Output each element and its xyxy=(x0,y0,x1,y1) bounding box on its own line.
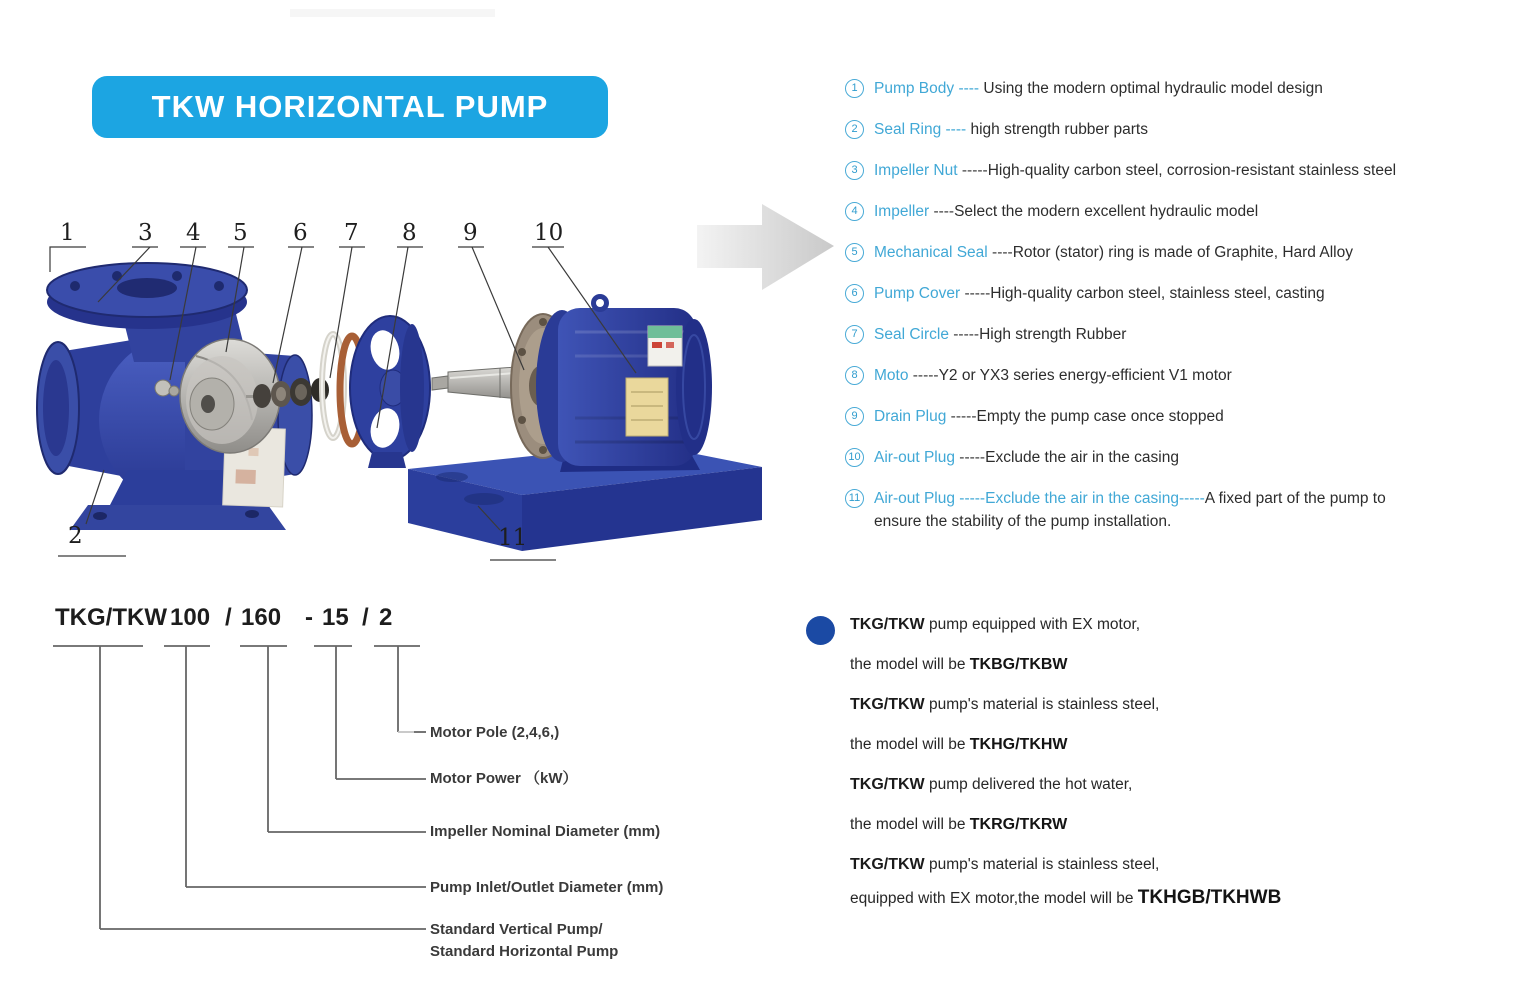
note-line xyxy=(850,612,1500,637)
item-number-badge: 1 xyxy=(845,79,864,98)
item-number-badge: 7 xyxy=(845,325,864,344)
part-separator: ---- xyxy=(929,203,955,220)
pump-cover-art xyxy=(340,316,430,468)
parts-list-item xyxy=(845,240,1510,265)
parts-list-item xyxy=(845,158,1510,183)
model-code-label: Standard Horizontal Pump xyxy=(430,943,619,960)
item-number-badge: 10 xyxy=(845,448,864,467)
model-code-segment: - xyxy=(305,604,313,631)
note-model-name: TKRG/TKRW xyxy=(969,816,1068,833)
model-code-segment: TKG/TKW xyxy=(55,604,167,631)
parts-list-item xyxy=(845,404,1510,429)
arrow-right-icon xyxy=(697,204,834,290)
part-name: Drain Plug xyxy=(874,408,947,425)
note-text: pump's material is stainless steel, xyxy=(924,696,1160,713)
item-text xyxy=(874,117,1148,142)
note-model-prefix: TKG/TKW xyxy=(850,696,925,713)
callout-number-10: 10 xyxy=(534,220,564,246)
item-number-badge: 9 xyxy=(845,407,864,426)
part-name: Impeller xyxy=(874,203,930,220)
item-text xyxy=(874,240,1353,265)
model-code-label: Impeller Nominal Diameter (mm) xyxy=(430,823,661,840)
model-code-segment: / xyxy=(225,604,232,631)
part-description: Rotor (stator) ring is made of Graphite, Hard Alloy xyxy=(1012,244,1353,261)
note-text: the model will be xyxy=(850,656,970,673)
part-description: High-quality carbon steel, corrosion-resistant stainless steel xyxy=(987,162,1397,179)
model-code-segment: 2 xyxy=(379,604,393,631)
part-separator: ---- xyxy=(941,121,971,138)
item-number-badge: 8 xyxy=(845,366,864,385)
parts-list-item xyxy=(845,486,1510,532)
part-separator: ----- xyxy=(954,490,986,507)
model-variant-notes xyxy=(850,612,1500,926)
item-text xyxy=(874,281,1325,306)
note-text: the model will be xyxy=(850,816,970,833)
note-line xyxy=(850,652,1500,677)
note-line xyxy=(850,852,1500,877)
part-separator: ----- xyxy=(948,326,980,343)
callout-number-4: 4 xyxy=(186,220,201,246)
part-description-line2: ensure the stability of the pump installation. xyxy=(874,513,1172,530)
note-text: the model will be xyxy=(850,736,970,753)
item-number-badge: 4 xyxy=(845,202,864,221)
item-number-badge: 6 xyxy=(845,284,864,303)
part-name: Pump Body xyxy=(874,80,955,97)
model-code-segment: 160 xyxy=(241,604,282,631)
model-code-label: Pump Inlet/Outlet Diameter (mm) xyxy=(430,879,664,896)
part-name: Seal Ring xyxy=(874,121,942,138)
item-text xyxy=(874,363,1232,388)
note-model-name: TKHGB/TKHWB xyxy=(1137,887,1282,908)
parts-list-item xyxy=(845,117,1510,142)
note-line xyxy=(850,885,1500,911)
parts-list-item xyxy=(845,281,1510,306)
note-model-prefix: TKG/TKW xyxy=(850,856,925,873)
note-line xyxy=(850,732,1500,757)
callout-number-9: 9 xyxy=(463,220,478,246)
model-code-label: Standard Vertical Pump/ xyxy=(430,921,603,938)
item-text xyxy=(874,199,1258,224)
part-description: High strength Rubber xyxy=(979,326,1127,343)
part-separator: ----- xyxy=(908,367,939,384)
part-separator: ----- xyxy=(960,285,991,302)
part-name: Moto xyxy=(874,367,909,384)
note-model-prefix: TKG/TKW xyxy=(850,776,925,793)
part-name: Seal Circle xyxy=(874,326,949,343)
item-text xyxy=(874,404,1224,429)
note-text: pump delivered the hot water, xyxy=(924,776,1133,793)
part-name: Impeller Nut xyxy=(874,162,958,179)
model-code-label: Motor Pole (2,4,6,) xyxy=(430,724,560,741)
item-text xyxy=(874,158,1396,183)
page-title: TKW HORIZONTAL PUMP xyxy=(151,89,549,124)
part-description: Y2 or YX3 series energy-efficient V1 motor xyxy=(938,367,1232,384)
model-code-segment: / xyxy=(362,604,369,631)
item-number-badge: 2 xyxy=(845,120,864,139)
note-model-prefix: TKG/TKW xyxy=(850,616,925,633)
model-code-label: Motor Power （kW） xyxy=(430,770,578,787)
part-description: high strength rubber parts xyxy=(970,121,1148,138)
callout-number-7: 7 xyxy=(344,220,359,246)
model-code-segment: 15 xyxy=(322,604,349,631)
parts-list-item xyxy=(845,363,1510,388)
part-separator: ---- xyxy=(987,244,1013,261)
note-text: pump equipped with EX motor, xyxy=(924,616,1141,633)
note-bullet-icon xyxy=(806,616,835,645)
note-text: equipped with EX motor,the model will be xyxy=(850,890,1138,907)
part-name: Mechanical Seal xyxy=(874,244,988,261)
callout-number-8: 8 xyxy=(402,220,417,246)
part-description: Select the modern excellent hydraulic model xyxy=(954,203,1259,220)
note-line xyxy=(850,692,1500,717)
model-code-segment: 100 xyxy=(170,604,211,631)
callout-number-11: 11 xyxy=(498,525,528,551)
part-desc-blue: Exclude the air in the casing----- xyxy=(985,490,1205,507)
item-number-badge: 3 xyxy=(845,161,864,180)
part-description: High-quality carbon steel, stainless steel, casting xyxy=(990,285,1325,302)
note-model-name: TKBG/TKBW xyxy=(969,656,1068,673)
callout-number-6: 6 xyxy=(293,220,308,246)
part-name: Pump Cover xyxy=(874,285,961,302)
item-text xyxy=(874,322,1126,347)
item-number-badge: 5 xyxy=(845,243,864,262)
parts-list-item xyxy=(845,322,1510,347)
note-line xyxy=(850,772,1500,797)
part-separator: ----- xyxy=(954,449,986,466)
part-description: A fixed part of the pump to xyxy=(1204,490,1386,507)
part-description: Exclude the air in the casing xyxy=(985,449,1179,466)
part-separator: ----- xyxy=(946,408,977,425)
part-description: Empty the pump case once stopped xyxy=(976,408,1224,425)
motor-art xyxy=(432,294,712,472)
parts-list-item xyxy=(845,445,1510,470)
callout-number-2: 2 xyxy=(68,523,83,549)
item-text xyxy=(874,445,1179,470)
part-name: Air-out Plug xyxy=(874,490,955,507)
parts-list-item xyxy=(845,76,1510,101)
part-description: Using the modern optimal hydraulic model design xyxy=(983,80,1323,97)
parts-list xyxy=(845,76,1510,548)
note-text: pump's material is stainless steel, xyxy=(924,856,1160,873)
item-number-badge: 11 xyxy=(845,489,864,508)
item-text xyxy=(874,486,1386,532)
callout-number-5: 5 xyxy=(233,220,248,246)
model-code-tree-lines xyxy=(53,646,426,929)
note-model-name: TKHG/TKHW xyxy=(969,736,1068,753)
item-text xyxy=(874,76,1323,101)
part-separator: ----- xyxy=(957,162,988,179)
callout-number-3: 3 xyxy=(138,220,153,246)
parts-list-item xyxy=(845,199,1510,224)
part-separator: ---- xyxy=(954,80,984,97)
note-line xyxy=(850,812,1500,837)
callout-number-1: 1 xyxy=(60,220,75,246)
part-name: Air-out Plug xyxy=(874,449,955,466)
